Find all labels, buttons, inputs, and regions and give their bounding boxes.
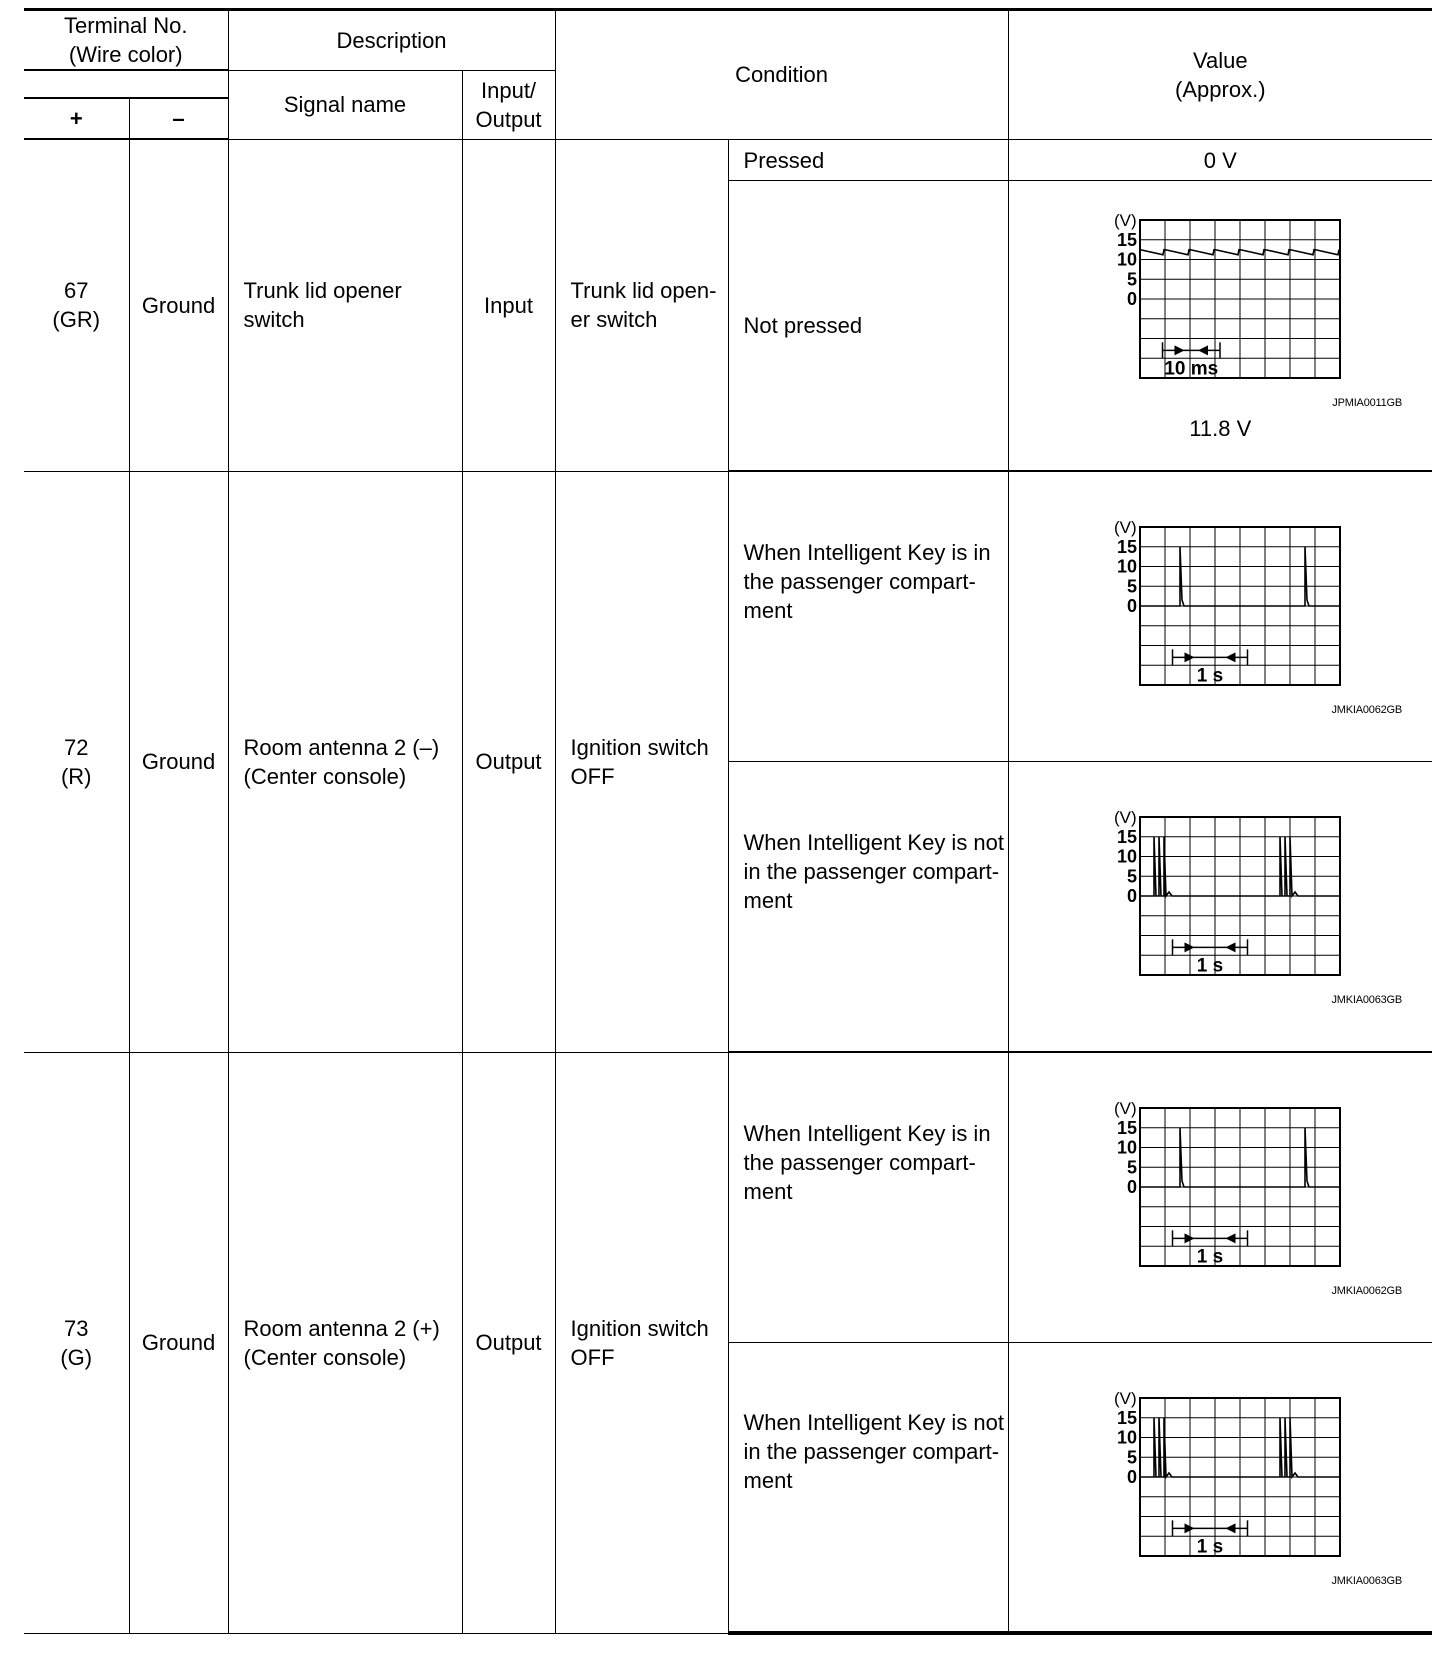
minus-header: – — [129, 98, 228, 139]
value-cell — [1008, 761, 1432, 1052]
y-tick-label: 15 — [1117, 1407, 1138, 1428]
y-tick-label: 0 — [1127, 596, 1138, 617]
table-row — [24, 139, 1432, 180]
terminal-header-spacer — [24, 70, 228, 98]
y-axis-unit: (V) — [1114, 518, 1137, 538]
waveform-single-pulse — [1070, 1096, 1370, 1286]
value-text: 11.8 V — [1189, 416, 1252, 442]
signal-name-cell: Room antenna 2 (+) (Center console) — [228, 1052, 462, 1633]
terminal-no-header: Terminal No. (Wire color) — [24, 10, 228, 71]
signal-name-header: Signal name — [228, 70, 462, 139]
figure-id: JPMIA0011GB — [1332, 397, 1403, 410]
sub-condition-cell: Pressed — [728, 139, 1008, 180]
io-cell: Output — [462, 1052, 555, 1633]
y-tick-label: 15 — [1117, 537, 1138, 557]
condition-header: Condition — [555, 10, 1008, 140]
y-tick-label: 15 — [1117, 1118, 1138, 1138]
y-tick-label: 15 — [1117, 827, 1138, 847]
time-scale-label: 1 s — [1197, 665, 1224, 687]
y-tick-label: 5 — [1127, 269, 1138, 290]
figure-id: JMKIA0062GB — [1331, 1285, 1403, 1298]
time-scale-label: 1 s — [1197, 955, 1224, 977]
time-scale-label: 1 s — [1197, 1536, 1224, 1558]
condition-cell: Trunk lid open- er switch — [555, 139, 728, 471]
y-tick-label: 5 — [1127, 1447, 1138, 1467]
header-row-1 — [24, 10, 1432, 71]
terminal-cell: 67 (GR) — [24, 139, 129, 471]
time-scale-label: 1 s — [1197, 1246, 1224, 1268]
y-tick-label: 5 — [1127, 576, 1138, 597]
sub-condition-cell: When Intelligent Key is in the passenger compart- ment — [728, 1052, 1008, 1342]
condition-cell: Ignition switch OFF — [555, 471, 728, 1052]
y-tick-label: 0 — [1127, 289, 1138, 310]
plus-header: + — [24, 98, 129, 139]
figure-id: JMKIA0062GB — [1331, 704, 1403, 717]
io-cell: Input — [462, 139, 555, 471]
y-tick-label: 0 — [1127, 886, 1138, 907]
waveform-burst-pulse — [1070, 1386, 1370, 1576]
figure-id: JMKIA0063GB — [1331, 994, 1403, 1007]
time-scale-label: 10 ms — [1164, 358, 1219, 380]
io-cell: Output — [462, 471, 555, 1052]
waveform-single-pulse — [1070, 515, 1370, 705]
value-cell — [1008, 471, 1432, 761]
value-cell: 0 V — [1008, 139, 1432, 180]
y-axis-unit: (V) — [1114, 1099, 1137, 1119]
sub-condition-cell: Not pressed — [728, 180, 1008, 471]
y-tick-label: 0 — [1127, 1177, 1138, 1198]
y-tick-label: 5 — [1127, 1157, 1138, 1178]
y-tick-label: 10 — [1117, 556, 1138, 577]
value-cell — [1008, 1342, 1432, 1633]
y-axis-unit: (V) — [1114, 1388, 1137, 1408]
ground-cell: Ground — [129, 139, 228, 471]
y-tick-label: 10 — [1117, 1137, 1138, 1158]
signal-name-cell: Room antenna 2 (–) (Center console) — [228, 471, 462, 1052]
sub-condition-cell: When Intelligent Key is not in the passenger compart- ment — [728, 1342, 1008, 1633]
y-axis-unit: (V) — [1114, 808, 1137, 828]
y-axis-unit: (V) — [1114, 211, 1137, 231]
input-output-header: Input/ Output — [462, 70, 555, 139]
sub-condition-cell: When Intelligent Key is in the passenger compart- ment — [728, 471, 1008, 761]
value-header: Value (Approx.) — [1008, 10, 1432, 140]
y-tick-label: 10 — [1117, 1427, 1138, 1448]
waveform-sawtooth — [1070, 208, 1370, 398]
y-tick-label: 10 — [1117, 249, 1138, 270]
ground-cell: Ground — [129, 471, 228, 1052]
table-row — [24, 1052, 1432, 1342]
signal-name-cell: Trunk lid opener switch — [228, 139, 462, 471]
y-tick-label: 5 — [1127, 866, 1138, 887]
value-cell — [1008, 1052, 1432, 1342]
terminal-cell: 73 (G) — [24, 1052, 129, 1633]
terminal-cell: 72 (R) — [24, 471, 129, 1052]
description-header: Description — [228, 10, 555, 71]
value-cell — [1008, 180, 1432, 471]
waveform-burst-pulse — [1070, 805, 1370, 995]
y-tick-label: 15 — [1117, 230, 1138, 250]
table-row — [24, 471, 1432, 761]
sub-condition-cell: When Intelligent Key is not in the passenger compart- ment — [728, 761, 1008, 1052]
condition-cell: Ignition switch OFF — [555, 1052, 728, 1633]
y-tick-label: 10 — [1117, 846, 1138, 867]
y-tick-label: 0 — [1127, 1466, 1138, 1487]
terminal-spec-table — [24, 8, 1432, 1635]
figure-id: JMKIA0063GB — [1331, 1574, 1403, 1587]
ground-cell: Ground — [129, 1052, 228, 1633]
